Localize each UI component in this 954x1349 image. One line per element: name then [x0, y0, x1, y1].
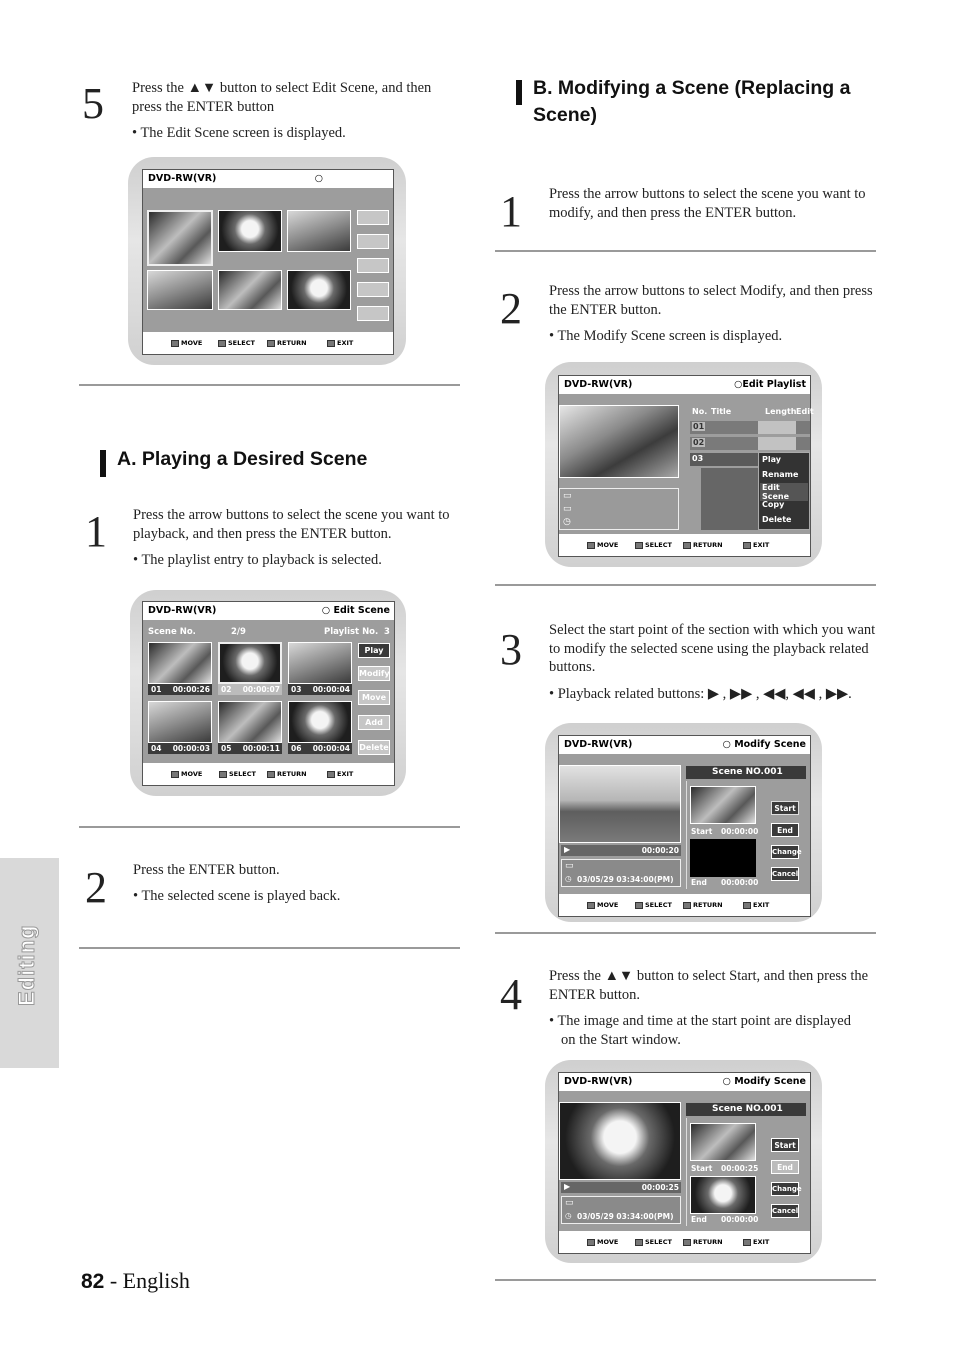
disc-icon: ▭: [563, 504, 572, 514]
start-label: Start: [691, 1164, 713, 1173]
menu-item-play[interactable]: Play: [762, 455, 781, 464]
cancel-button[interactable]: Cancel: [771, 867, 799, 881]
step-text: Press the arrow buttons to select Modify, and then press the ENTER button.: [549, 283, 873, 318]
menu-button[interactable]: [357, 210, 389, 225]
col-header: Length: [765, 407, 797, 416]
modify-button[interactable]: Modify: [358, 666, 390, 681]
select-icon: [219, 771, 227, 778]
preview-image: [559, 1102, 681, 1180]
thumbnail[interactable]: [148, 701, 212, 743]
step-text: Press the ENTER button.: [133, 862, 280, 878]
table-row: [701, 468, 759, 530]
step-text: Press the arrow buttons to select the scene you want to playback, and then press the ENTER button.: [133, 507, 450, 542]
end-time: 00:00:00: [721, 1215, 759, 1224]
step-bullet: • The image and time at the start point are displayed on the Start window.: [549, 1013, 851, 1048]
end-button[interactable]: End: [771, 823, 799, 837]
return-icon: [683, 1239, 691, 1246]
end-time: 00:00:00: [721, 878, 759, 887]
menu-item-edit-scene[interactable]: Edit Scene: [760, 483, 808, 501]
end-thumbnail: [690, 839, 756, 877]
move-icon: [171, 771, 179, 778]
exit-icon: [327, 771, 335, 778]
step-number: 1: [85, 507, 107, 556]
divider: [495, 584, 876, 586]
col-header: No.: [692, 407, 708, 416]
return-icon: [683, 542, 691, 549]
tv-screen-edit-playlist: [558, 375, 814, 557]
move-icon: [587, 1239, 595, 1246]
thumbnail[interactable]: [218, 270, 282, 310]
table-row[interactable]: 01: [690, 421, 810, 434]
move-button[interactable]: Move: [358, 690, 390, 705]
change-button[interactable]: Change: [771, 845, 799, 859]
divider: [495, 250, 876, 252]
screen-footer: MOVE SELECT RETURN EXIT: [143, 763, 394, 785]
section-marker: [100, 450, 106, 477]
thumbnail[interactable]: [288, 701, 352, 743]
step-number: 2: [85, 863, 107, 912]
disc-icon: ▭: [563, 491, 572, 501]
disc-icon: ○: [722, 739, 735, 750]
start-label: Start: [691, 827, 713, 836]
thumbnail[interactable]: [218, 701, 282, 743]
disc-icon: ○: [734, 379, 743, 390]
screen-footer: MOVE SELECT RETURN EXIT: [559, 1231, 810, 1253]
step-number: 5: [82, 79, 104, 128]
divider: [79, 826, 460, 828]
info-box: ▭ ◷ 03/05/29 03:34:00(PM): [561, 1196, 681, 1224]
divider: [495, 1279, 876, 1281]
thumb-label: 01 00:00:26: [148, 684, 212, 695]
screen-footer: MOVE SELECT RETURN EXIT: [559, 534, 810, 556]
side-tab-label: Editing: [14, 924, 39, 1006]
divider: [79, 947, 460, 949]
thumbnail[interactable]: [148, 642, 212, 684]
step-bullet: • The Modify Scene screen is displayed.: [549, 328, 783, 344]
divider: [495, 932, 876, 934]
thumb-label: 03 00:00:04: [288, 684, 352, 695]
step-number: 4: [500, 970, 522, 1019]
screen-title-bar: DVD-RW(VR) ○Edit Playlist: [559, 376, 810, 394]
section-heading: A. Playing a Desired Scene: [117, 448, 368, 470]
exit-icon: [743, 902, 751, 909]
thumb-label: 06 00:00:04: [288, 743, 352, 754]
exit-icon: [743, 1239, 751, 1246]
playlist-no-value: 3: [384, 627, 390, 637]
disc-icon: ▭: [565, 861, 574, 871]
add-button[interactable]: Add: [358, 715, 390, 730]
step-text: Press the arrow buttons to select the scene you want to modify, and then press the ENTER button.: [549, 186, 866, 221]
step-bullet: • The selected scene is played back.: [133, 888, 341, 904]
scene-no-value: 2/9: [231, 627, 246, 637]
play-icon: ▶: [564, 1182, 571, 1191]
end-label: End: [691, 878, 707, 887]
move-icon: [171, 340, 179, 347]
screen-title-bar: DVD-RW(VR) ○ Edit Scene: [143, 602, 394, 620]
col-header: Title: [711, 407, 732, 416]
scene-label: Scene NO.001: [686, 766, 806, 779]
clock-icon: ◷: [565, 1211, 572, 1220]
thumbnail[interactable]: [288, 642, 352, 684]
clock-icon: ◷: [565, 874, 572, 883]
menu-button[interactable]: [357, 258, 389, 273]
thumb-label: 05 00:00:11: [218, 743, 282, 754]
start-time: 00:00:00: [721, 827, 759, 836]
cancel-button[interactable]: Cancel: [771, 1204, 799, 1218]
disc-icon: ○: [722, 1076, 735, 1087]
play-icon: ▶: [564, 845, 571, 854]
playlist-no-label: Playlist No.: [324, 627, 379, 637]
tv-screen-modify-scene: [558, 735, 811, 917]
table-row[interactable]: 02: [690, 437, 810, 450]
context-menu: [758, 452, 810, 530]
menu-item-delete[interactable]: Delete: [762, 515, 792, 524]
step-number: 1: [500, 187, 522, 236]
change-button[interactable]: Change: [771, 1182, 799, 1196]
start-button[interactable]: Start: [771, 801, 799, 815]
start-button[interactable]: Start: [771, 1138, 799, 1152]
scene-label: Scene NO.001: [686, 1103, 806, 1116]
scene-no-label: Scene No.: [148, 627, 196, 637]
info-box: [559, 488, 679, 530]
screen-title-bar: DVD-RW(VR) ○: [143, 170, 393, 188]
step-text: Press the ▲▼ button to select Start, and then press the ENTER button.: [549, 968, 869, 1003]
preview-image: [559, 765, 681, 843]
menu-button[interactable]: [357, 306, 389, 321]
thumbnail[interactable]: [147, 270, 213, 310]
screen-footer: MOVE SELECT RETURN EXIT: [143, 332, 393, 354]
divider: [686, 1118, 687, 1226]
divider: [79, 384, 460, 386]
start-time: 00:00:25: [721, 1164, 759, 1173]
divider: [686, 781, 687, 889]
end-button[interactable]: End: [771, 1160, 799, 1174]
menu-button[interactable]: [357, 282, 389, 297]
select-icon: [635, 542, 643, 549]
disc-icon: ○: [314, 173, 323, 184]
exit-icon: [327, 340, 335, 347]
step-text: Press the ▲▼ button to select Edit Scene, and then press the ENTER button: [132, 80, 432, 115]
menu-item-rename[interactable]: Rename: [762, 470, 799, 479]
step-number: 2: [500, 284, 522, 333]
tv-screen-modify-scene: [558, 1072, 811, 1254]
screen-title-bar: DVD-RW(VR) ○ Modify Scene: [559, 1073, 810, 1091]
step-text: Select the start point of the section with which you want to modify the selected scene using the playback related buttons.: [549, 622, 876, 675]
tv-screen-edit-scene: [142, 601, 395, 786]
play-button[interactable]: Play: [358, 643, 390, 658]
select-icon: [218, 340, 226, 347]
thumbnail[interactable]: [147, 210, 213, 266]
screen-title-bar: DVD-RW(VR) ○ Modify Scene: [559, 736, 810, 754]
select-icon: [635, 1239, 643, 1246]
move-icon: [587, 902, 595, 909]
page-number: 82 - English: [81, 1268, 190, 1293]
thumb-label: 04 00:00:03: [148, 743, 212, 754]
return-icon: [267, 340, 275, 347]
section-heading: B. Modifying a Scene (Replacing a Scene): [533, 77, 851, 126]
clock-icon: ◷: [563, 517, 571, 527]
preview-image: [559, 405, 679, 478]
step-bullet: • Playback related buttons: ▶ , ▶▶ , ◀◀, ◀◀ , ▶▶.: [549, 686, 852, 702]
table-row-selected[interactable]: 03: [690, 453, 810, 466]
disc-icon: ○: [321, 605, 334, 616]
start-thumbnail: [690, 786, 756, 824]
step-number: 3: [500, 625, 522, 674]
start-thumbnail: [690, 1123, 756, 1161]
playback-bar: ▶ 00:00:20: [561, 845, 681, 856]
tv-screen-edit-scene: [142, 169, 394, 355]
end-label: End: [691, 1215, 707, 1224]
thumb-label: 02 00:00:07: [218, 684, 282, 695]
menu-button[interactable]: [357, 234, 389, 249]
return-icon: [683, 902, 691, 909]
screen-footer: MOVE SELECT RETURN EXIT: [559, 894, 810, 916]
disc-icon: ▭: [565, 1198, 574, 1208]
thumbnail[interactable]: [287, 270, 351, 310]
step-bullet: • The playlist entry to playback is selected.: [133, 552, 382, 568]
step-bullet: • The Edit Scene screen is displayed.: [132, 125, 346, 141]
end-thumbnail: [690, 1176, 756, 1214]
thumbnail[interactable]: [287, 210, 351, 252]
delete-button[interactable]: Delete: [358, 740, 390, 755]
section-marker: [516, 80, 522, 105]
playback-bar: ▶ 00:00:25: [561, 1182, 681, 1193]
col-header: Edit: [796, 407, 814, 416]
menu-item-copy[interactable]: Copy: [762, 500, 785, 509]
exit-icon: [743, 542, 751, 549]
info-box: ▭ ◷ 03/05/29 03:34:00(PM): [561, 859, 681, 887]
return-icon: [267, 771, 275, 778]
thumbnail[interactable]: [218, 210, 282, 252]
thumbnail-selected[interactable]: [218, 642, 282, 684]
move-icon: [587, 542, 595, 549]
select-icon: [635, 902, 643, 909]
